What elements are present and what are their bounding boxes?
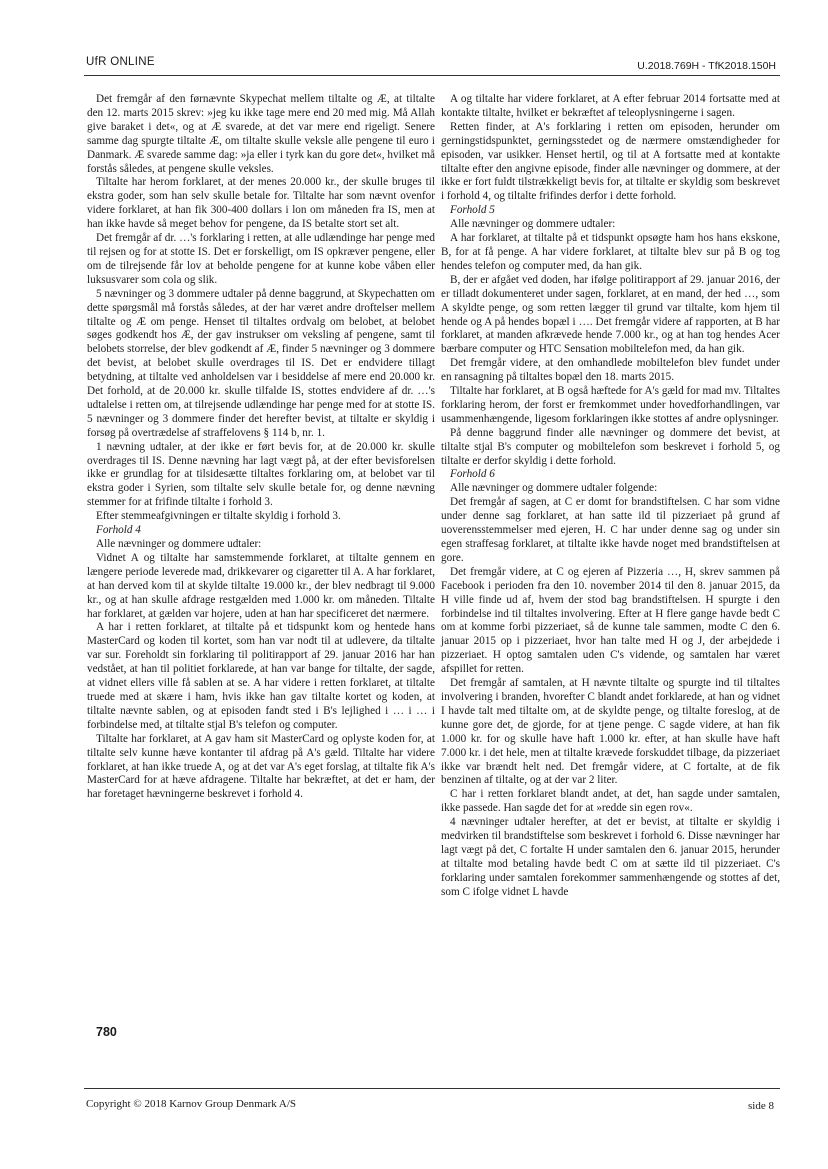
header-divider bbox=[84, 75, 780, 76]
paragraph: Retten finder, at A's forklaring i retten om episoden, herunder om gerningstidspunktet, gerningsstedet og de nærmere omstændigheder for episoden, var usikker. Henset hertil, og til at A fortsatte med at kontakte tiltalte efter den angivne episode, finder alle nævninger og dommere, at der ikke er fort fuldt tilstrækkeligt bevis for, at tiltalte er skyldig som beskrevet i forhold 4, og tiltalte frifindes derfor i dette forhold. bbox=[441, 120, 780, 203]
paragraph: 1 nævning udtaler, at der ikke er ført bevis for, at de 20.000 kr. skulle overdrages til IS. Denne nævning har lagt vægt på, at der efter bevisforelsen ikke er grundlag for at tilsidesætte tiltaltes forklaring om, at belobet var til ekstra goder i Syrien, som tiltalte selv skulle betale for, og denne nævning stemmer for at frifinde tiltalte i forhold 3. bbox=[87, 440, 435, 509]
paragraph: C har i retten forklaret blandt andet, at det, han sagde under samtalen, ikke passede. Han sagde det for at »redde sin egen rov«. bbox=[441, 788, 780, 815]
paragraph: A har i retten forklaret, at tiltalte på et tidspunkt kom og hentede hans MasterCard og koden til kortet, som han var nodt til at udlevere, da tiltalte var sur. Foreholdt sin forklaring til politirapport af 29. januar 2016 har han vedstået, at han til politiet forklarede, at han var bange for tiltalte, der sagde, at vidnet ellers ville få sablen at se. A har videre i retten forklaret, at tiltalte truede med at skære i ham, hvis ikke han gav tiltalte kortet og koden, at tiltalte nævnte sablen, og at episoden fandt sted i B's lejlighed i … i … i forbindelse med, at tiltalte stjal B's telefon og computer. bbox=[87, 621, 435, 731]
paragraph: Tiltalte har forklaret, at B også hæftede for A's gæld for mad mv. Tiltaltes forklaring herom, der forst er fremkommet under hovedforhandlingen, var usammenhængende, ligesom forklaringen ikke stottes af andre oplysninger. bbox=[441, 385, 780, 425]
right-text-column bbox=[441, 93, 780, 900]
paragraph: A og tiltalte har videre forklaret, at A efter februar 2014 fortsatte med at kontakte tiltalte, hvilket er bekræftet af teleoplysningerne i sagen. bbox=[441, 93, 780, 119]
paragraph: Tiltalte har forklaret, at A gav ham sit MasterCard og oplyste koden for, at tiltalte selv kunne hæve kontanter til afdrag på A's gæld. Tiltalte har videre forklaret, at han ikke truede A, og at det var A's eget forslag, at tiltalte fik A's MasterCard for at hæve afdragene. Tiltalte har bekræftet, at det er ham, der har foretaget hævningerne beskrevet i forhold 4. bbox=[87, 732, 435, 801]
paragraph: Alle nævninger og dommere udtaler: bbox=[96, 538, 262, 550]
paragraph: Efter stemmeafgivningen er tiltalte skyldig i forhold 3. bbox=[96, 510, 341, 523]
paragraph: A har forklaret, at tiltalte på et tidspunkt opsøgte ham hos hans ekskone, B, for at få penge. A har videre forklaret, at tiltalte blev sur på B og tog hendes telefon og computer med, da han gik. bbox=[441, 232, 780, 272]
section-heading: Forhold 4 bbox=[96, 524, 141, 537]
page-number: 780 bbox=[96, 1025, 117, 1039]
paragraph: Tiltalte har herom forklaret, at der menes 20.000 kr., der skulle bruges til ekstra goder, som han selv skulle betale for. Tiltalte har som nævnt ovenfor videre forklaret, at han fik 300-400 dollars i lon om måneden fra IS, men at han ikke havde så meget behov for pengene, da IS betalte stort set alt. bbox=[87, 176, 435, 231]
paragraph: Det fremgår af dr. …'s forklaring i retten, at alle udlændinge har penge med til rejsen og for at stotte IS. Det er forskelligt, om IS opkræver pengene, eller om de tilrejsende får lov at beholde pengene for at kunne kobe våben eller luksusvarer som cola og slik. bbox=[87, 232, 435, 286]
footer-page-label: side 8 bbox=[748, 1100, 774, 1112]
paragraph: Det fremgår af sagen, at C er domt for brandstiftelsen. C har som vidne under denne sag forklaret, at han satte ild til pizzeriaet på grund af uoverensstemmelser med ejeren, H. C har under denne sag og under sin egen straffesag forklaret, at tiltalte ikke havde noget med brandstiftelsen at gore. bbox=[441, 496, 780, 564]
paragraph: 4 nævninger udtaler herefter, at det er bevist, at tiltalte er skyldig i medvirken til brandstiftelse som beskrevet i forhold 6. Disse nævninger har lagt vægt på det, C fortalte H under samtalen den 6. januar 2015, herunder at tiltalte mod betaling havde bedt C om at sætte ild til pizzeriaet. C's forklaring under samtalen forekommer sammenhængende og stottes af det, som C ifolge vidnet L havde bbox=[441, 816, 780, 898]
paragraph: B, der er afgået ved doden, har ifølge politirapport af 29. januar 2016, der er tilladt dokumenteret under sagen, forklaret, at en mand, der hed …, som A skyldte penge, og som retten lægger til grund var tiltalte, kom hjem til hende og A på hendes bopæl i …. Det fremgår videre af rapporten, at B har forklaret, at manden afkrævede hende 7.000 kr., og at han tog hendes Acer bærbare computer og HTC Sensation mobiltelefon med, da han gik. bbox=[441, 273, 780, 356]
paragraph: Alle nævninger og dommere udtaler folgende: bbox=[450, 482, 658, 495]
paragraph: På denne baggrund finder alle nævninger og dommere det bevist, at tiltalte stjal B's computer og mobiltelefon som beskrevet i forhold 5, og tiltalte er derfor skyldig i dette forhold. bbox=[441, 426, 780, 467]
publication-name: UfR ONLINE bbox=[86, 56, 155, 68]
footer-divider bbox=[84, 1088, 780, 1089]
document-reference: U.2018.769H - TfK2018.150H bbox=[637, 60, 776, 72]
paragraph: Alle nævninger og dommere udtaler: bbox=[450, 218, 616, 231]
section-heading: Forhold 5 bbox=[450, 204, 495, 217]
paragraph: 5 nævninger og 3 dommere udtaler på denne baggrund, at Skypechatten om dette spørgsmål må forstås således, at der har været andre droftelser mellem tiltalte og Æ om penge. Henset til tiltaltes ordvalg om belobet, at belobet søges godkendt hos Æ, der gav instrukser om veksling af pengene, samt til belobets storrelse, der blev godkendt af Æ, finder 5 nævninger og 3 dommere det bevist, at belobet skulle overdrages til IS. Det er endvidere tillagt betydning, at tiltalte ved anholdelsen var i besiddelse af mere end 20.000 kr. Det forhold, at de 20.000 kr. skulle tilfalde IS, stottes endvidere af dr. …'s udtalelse i retten om, at tilrejsende udlændinge har penge med for at stotte IS. 5 nævninger og 3 dommere finder det herefter bevist, at tiltalte er skyldig i forsøg på overtrædelse af straffelovens § 114 b, nr. 1. bbox=[87, 287, 435, 439]
section-heading: Forhold 6 bbox=[450, 468, 495, 481]
copyright-notice: Copyright © 2018 Karnov Group Denmark A/S bbox=[86, 1098, 297, 1110]
paragraph: Det fremgår videre, at C og ejeren af Pizzeria …, H, skrev sammen på Facebook i perioden fra den 10. november 2014 til den 8. januar 2015, da H ville finde ud af, hvem der stod bag brandstiftelsen. H spurgte i den forbindelse ind til tiltaltes involvering. Efter at H flere gange havde bedt C om at komme forbi pizzeriaet, så de kunne tale sammen, modte C den 6. januar 2015 op i pizzeriaet, hvor han talte med H og J, der arbejdede i pizzeriaet. H optog samtalen uden C's vidende, og samtalen har været afspillet for retten. bbox=[441, 565, 780, 676]
paragraph: Det fremgår af samtalen, at H nævnte tiltalte og spurgte ind til tiltaltes involvering i branden, hvorefter C blandt andet forklarede, at han og vidnet I havde talt med tiltalte om, at de skyldte penge, og tiltalte foreslog, at de kunne gore det, de gjorde, for at tjene penge. C sagde videre, at han fik 1.000 kr. for og skulle have haft 1.000 kr. efter, at han skulle have haft 7.000 kr. i det hele, men at tiltalte krævede forskuddet tilbage, da pizzeriaet ikke var brændt helt ned. Det fremgår videre, at C fortalte, at de fik benzinen af tiltalte, og at der var 2 liter. bbox=[441, 677, 780, 787]
paragraph: Det fremgår videre, at den omhandlede mobiltelefon blev fundet under en ransagning på tiltaltes bopæl den 18. marts 2015. bbox=[441, 357, 780, 384]
left-text-column bbox=[87, 93, 435, 802]
paragraph: Det fremgår af den førnævnte Skypechat mellem tiltalte og Æ, at tiltalte den 12. marts 2015 skrev: »jeg ku ikke tage mere end 20 med mig. Må Allah give baraket i det«, og at Æ svarede, at det var mere end rigeligt. Senere samme dag spurgte tiltalte Æ, om tiltalte skulle veksle alle pengene til euro i Danmark. Æ svarede samme dag: »ja eller i tyrk kan du gore det«, hvilket må forstås således, at pengene skulle veksles. bbox=[87, 93, 435, 175]
paragraph: Vidnet A og tiltalte har samstemmende forklaret, at tiltalte gennem en længere periode leverede mad, drikkevarer og cigaretter til A. A har forklaret, at han derved kom til at skylde tiltalte 19.000 kr., der blev nedbragt til 9.000 kr., og at han skulle afdrage restgælden med 1.000 kr. om måneden. Tiltalte har forklaret, at gælden var hojere, uden at han har specificeret det nærmere. bbox=[87, 551, 435, 620]
